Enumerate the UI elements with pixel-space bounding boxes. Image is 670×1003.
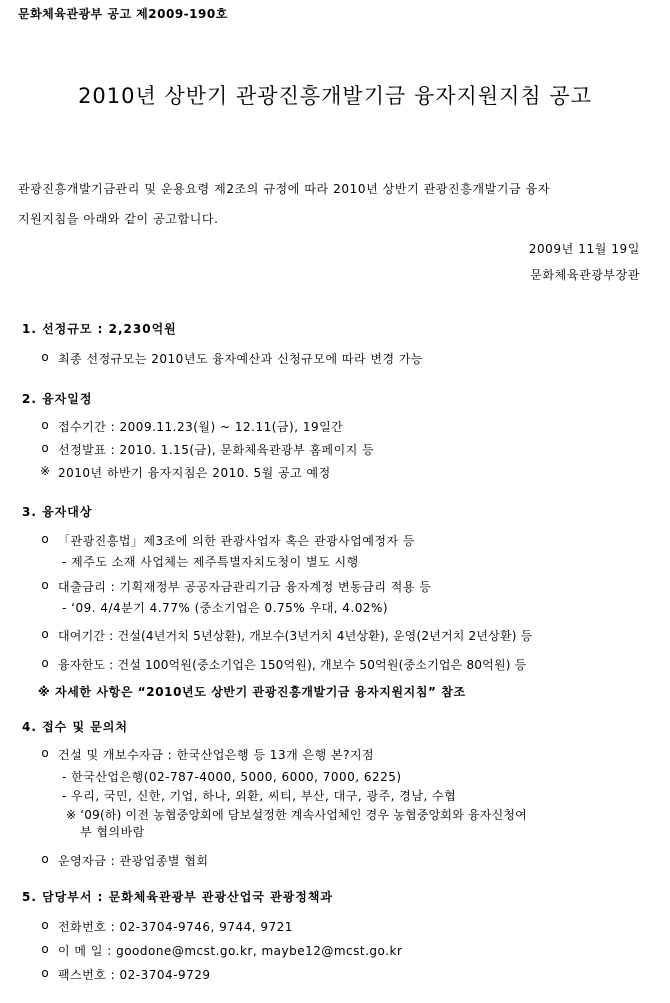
section-1-heading: 1. 선정규모 : 2,230억원 bbox=[22, 322, 177, 336]
contact-fax: 팩스번호 : 02-3704-9729 bbox=[58, 968, 211, 982]
bullet-icon: o bbox=[41, 966, 49, 980]
section-3-heading: 3. 융자대상 bbox=[22, 505, 93, 519]
issuer: 문화체육관광부장관 bbox=[530, 268, 640, 282]
bullet-icon: o bbox=[41, 627, 49, 641]
bullet-icon: o bbox=[41, 942, 49, 956]
section-3-item: 융자한도 : 건설 100억원(중소기업은 150억원), 개보수 50억원(중소기업은 80억원) 등 bbox=[58, 658, 527, 672]
announcement-date: 2009년 11월 19일 bbox=[528, 242, 640, 256]
section-3-sub: - 제주도 소재 사업체는 제주특별자치도청이 별도 시행 bbox=[62, 555, 359, 569]
bullet-icon: o bbox=[41, 852, 49, 866]
section-2-heading: 2. 융자일정 bbox=[22, 392, 93, 406]
section-3-sub: - ‘09. 4/4분기 4.77% (중소기업은 0.75% 우대, 4.02%) bbox=[62, 601, 389, 615]
section-4-note-continued: 부 협의바람 bbox=[80, 825, 145, 839]
section-2-item: 접수기간 : 2009.11.23(월) ~ 12.11(금), 19일간 bbox=[58, 420, 344, 434]
section-2-item: 선정발표 : 2010. 1.15(금), 문화체육관광부 홈페이지 등 bbox=[58, 443, 375, 457]
bullet-icon: o bbox=[41, 918, 49, 932]
bullet-icon: o bbox=[41, 441, 49, 455]
contact-email: 이 메 일 : goodone@mcst.go.kr, maybe12@mcst.go.kr bbox=[58, 944, 403, 958]
section-5-heading: 5. 담당부서 : 문화체육관광부 관광산업국 관광정책과 bbox=[22, 890, 334, 904]
section-4-heading: 4. 접수 및 문의처 bbox=[22, 720, 128, 734]
section-2-note: 2010년 하반기 융자지침은 2010. 5월 공고 예정 bbox=[58, 466, 331, 480]
bullet-icon: o bbox=[41, 746, 49, 760]
reference-mark-icon: ※ bbox=[39, 464, 51, 478]
contact-phone: 전화번호 : 02-3704-9746, 9744, 9721 bbox=[58, 920, 293, 934]
section-4-sub: - 한국산업은행(02-787-4000, 5000, 6000, 7000, 6225) bbox=[62, 770, 402, 784]
bullet-icon: o bbox=[41, 656, 49, 670]
section-3-item: 대여기간 : 건설(4년거치 5년상환), 개보수(3년거치 4년상환), 운영(2년거치 2년상환) 등 bbox=[58, 629, 533, 643]
intro-line-2: 지원지침을 아래와 같이 공고합니다. bbox=[18, 212, 219, 226]
section-4-item: 건설 및 개보수자금 : 한국산업은행 등 13개 은행 본?지점 bbox=[58, 748, 375, 762]
bullet-icon: o bbox=[41, 532, 49, 546]
notice-number: 문화체육관광부 공고 제2009-190호 bbox=[18, 7, 228, 21]
page-title: 2010년 상반기 관광진흥개발기금 융자지원지침 공고 bbox=[78, 84, 592, 108]
section-3-item: 「관광진흥법」제3조에 의한 관광사업자 혹은 관광사업예정자 등 bbox=[58, 534, 416, 548]
bullet-icon: o bbox=[41, 350, 49, 364]
intro-line-1: 관광진흥개발기금관리 및 운용요령 제2조의 규정에 따라 2010년 상반기 관광진흥개발기금 융자 bbox=[18, 182, 551, 196]
section-3-note: ※ 자세한 사항은 “2010년도 상반기 관광진흥개발기금 융자지원지침” 참조 bbox=[38, 685, 466, 699]
bullet-icon: o bbox=[41, 578, 49, 592]
section-4-item: 운영자금 : 관광업종별 협회 bbox=[58, 854, 209, 868]
section-1-item: 최종 선정규모는 2010년도 융자예산과 신청규모에 따라 변경 가능 bbox=[58, 352, 424, 366]
section-4-note: ※ ‘09(하) 이전 농협중앙회에 담보설정한 계속사업체인 경우 농협중앙회와 융자신청여 bbox=[66, 808, 527, 822]
section-4-sub: - 우리, 국민, 신한, 기업, 하나, 외환, 씨티, 부산, 대구, 광주, 경남, 수협 bbox=[62, 789, 457, 803]
section-3-item: 대출금리 : 기획재정부 공공자금관리기금 융자계정 변동금리 적용 등 bbox=[58, 580, 432, 594]
bullet-icon: o bbox=[41, 418, 49, 432]
